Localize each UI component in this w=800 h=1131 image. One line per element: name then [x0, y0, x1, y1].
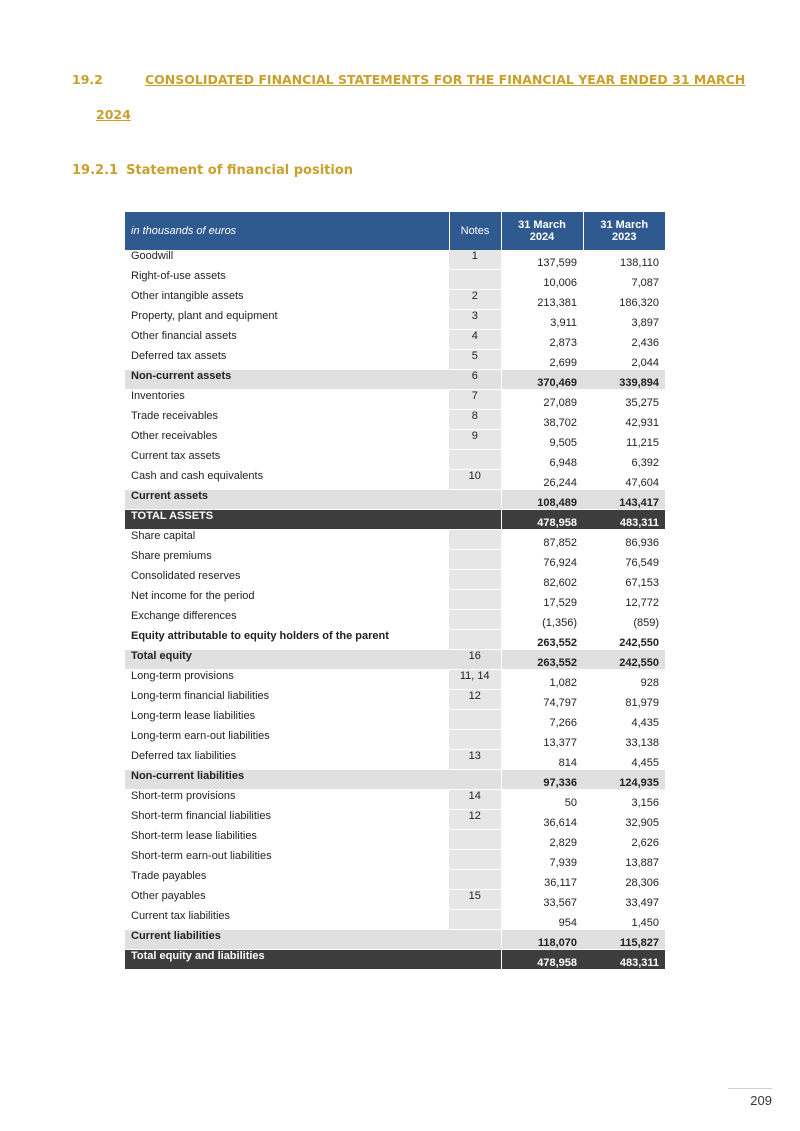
table-row	[125, 450, 665, 470]
row-label: Current assets	[125, 490, 449, 510]
row-notes	[449, 270, 501, 290]
row-value-2023: 186,320	[583, 290, 665, 310]
row-value-2023: 339,894	[583, 370, 665, 390]
row-value-2023: 4,455	[583, 750, 665, 770]
row-notes: 2	[449, 290, 501, 310]
row-notes: 1	[449, 250, 501, 270]
table-row	[125, 510, 665, 530]
row-value-2023: 11,215	[583, 430, 665, 450]
row-notes	[449, 490, 501, 510]
row-notes	[449, 950, 501, 970]
row-label: Long-term financial liabilities	[125, 690, 449, 710]
row-notes: 9	[449, 430, 501, 450]
table-row	[125, 590, 665, 610]
row-label: Exchange differences	[125, 610, 449, 630]
row-value-2023: 35,275	[583, 390, 665, 410]
row-notes	[449, 830, 501, 850]
row-label: Other receivables	[125, 430, 449, 450]
row-value-2024: 10,006	[501, 270, 583, 290]
table-row	[125, 710, 665, 730]
row-value-2024: 7,266	[501, 710, 583, 730]
row-value-2023: 2,044	[583, 350, 665, 370]
row-value-2023: 242,550	[583, 650, 665, 670]
row-notes	[449, 870, 501, 890]
row-notes: 14	[449, 790, 501, 810]
row-value-2023: 3,897	[583, 310, 665, 330]
row-label: Property, plant and equipment	[125, 310, 449, 330]
table-row	[125, 690, 665, 710]
table-row	[125, 870, 665, 890]
section-title: CONSOLIDATED FINANCIAL STATEMENTS FOR THE FINANCIAL YEAR ENDED 31 MARCH	[145, 72, 746, 87]
row-notes	[449, 590, 501, 610]
row-value-2023: 1,450	[583, 910, 665, 930]
row-value-2023: 4,435	[583, 710, 665, 730]
row-notes: 12	[449, 810, 501, 830]
row-value-2024: 36,614	[501, 810, 583, 830]
row-label: Net income for the period	[125, 590, 449, 610]
row-value-2023: 28,306	[583, 870, 665, 890]
table-row	[125, 330, 665, 350]
row-value-2024: 50	[501, 790, 583, 810]
row-value-2023: 32,905	[583, 810, 665, 830]
row-notes	[449, 510, 501, 530]
row-value-2024: 17,529	[501, 590, 583, 610]
row-notes	[449, 450, 501, 470]
row-value-2024: 263,552	[501, 650, 583, 670]
table-row	[125, 670, 665, 690]
row-label: Current tax assets	[125, 450, 449, 470]
table-row	[125, 370, 665, 390]
row-label: Long-term earn-out liabilities	[125, 730, 449, 750]
footer-divider	[728, 1088, 772, 1089]
row-value-2024: 3,911	[501, 310, 583, 330]
row-value-2024: 2,873	[501, 330, 583, 350]
row-value-2024: 478,958	[501, 510, 583, 530]
row-value-2024: 814	[501, 750, 583, 770]
row-value-2024: 9,505	[501, 430, 583, 450]
table-row	[125, 830, 665, 850]
row-label: Deferred tax liabilities	[125, 750, 449, 770]
column-header-2023: 31 March 2023	[583, 212, 665, 250]
row-notes: 6	[449, 370, 501, 390]
row-value-2023: 7,087	[583, 270, 665, 290]
table-row	[125, 350, 665, 370]
row-notes	[449, 730, 501, 750]
row-label: Right-of-use assets	[125, 270, 449, 290]
row-label: Other financial assets	[125, 330, 449, 350]
subsection-heading	[72, 163, 353, 178]
row-value-2023: 483,311	[583, 510, 665, 530]
row-label: Non-current liabilities	[125, 770, 449, 790]
row-value-2023: 928	[583, 670, 665, 690]
row-label: Trade payables	[125, 870, 449, 890]
row-value-2024: 13,377	[501, 730, 583, 750]
row-label: Long-term lease liabilities	[125, 710, 449, 730]
row-label: Short-term provisions	[125, 790, 449, 810]
row-value-2023: 33,497	[583, 890, 665, 910]
row-notes: 12	[449, 690, 501, 710]
table-header-row	[125, 212, 665, 250]
row-value-2023: 33,138	[583, 730, 665, 750]
table-body	[125, 250, 665, 970]
row-value-2024: 478,958	[501, 950, 583, 970]
table-row	[125, 310, 665, 330]
table-row	[125, 810, 665, 830]
section-number: 19.2	[72, 72, 103, 87]
row-notes: 4	[449, 330, 501, 350]
row-notes	[449, 610, 501, 630]
table-row	[125, 630, 665, 650]
row-notes: 10	[449, 470, 501, 490]
row-label: Short-term financial liabilities	[125, 810, 449, 830]
row-value-2023: 67,153	[583, 570, 665, 590]
section-title-continuation: 2024	[96, 107, 131, 122]
row-value-2024: 38,702	[501, 410, 583, 430]
page-number: 209	[750, 1093, 772, 1108]
table-row	[125, 470, 665, 490]
subsection-title: Statement of financial position	[126, 163, 354, 178]
row-value-2024: 2,699	[501, 350, 583, 370]
financial-position-table	[125, 212, 665, 970]
row-notes: 16	[449, 650, 501, 670]
row-value-2023: 86,936	[583, 530, 665, 550]
row-value-2023: 81,979	[583, 690, 665, 710]
row-value-2024: 82,602	[501, 570, 583, 590]
row-value-2024: 27,089	[501, 390, 583, 410]
row-notes: 15	[449, 890, 501, 910]
row-notes: 8	[449, 410, 501, 430]
row-value-2024: (1,356)	[501, 610, 583, 630]
row-label: Other intangible assets	[125, 290, 449, 310]
row-notes	[449, 570, 501, 590]
row-value-2024: 97,336	[501, 770, 583, 790]
table-header	[125, 212, 665, 250]
row-label: Short-term earn-out liabilities	[125, 850, 449, 870]
row-value-2024: 33,567	[501, 890, 583, 910]
row-value-2023: 47,604	[583, 470, 665, 490]
table-row	[125, 530, 665, 550]
row-value-2023: 76,549	[583, 550, 665, 570]
column-header-2024: 31 March 2024	[501, 212, 583, 250]
table-row	[125, 910, 665, 930]
row-label: Trade receivables	[125, 410, 449, 430]
row-value-2023: 3,156	[583, 790, 665, 810]
row-value-2024: 6,948	[501, 450, 583, 470]
row-label: Deferred tax assets	[125, 350, 449, 370]
row-value-2023: 2,436	[583, 330, 665, 350]
row-value-2023: 143,417	[583, 490, 665, 510]
row-value-2023: 115,827	[583, 930, 665, 950]
row-value-2024: 137,599	[501, 250, 583, 270]
row-value-2024: 1,082	[501, 670, 583, 690]
row-value-2023: 2,626	[583, 830, 665, 850]
row-label: Goodwill	[125, 250, 449, 270]
row-label: Current tax liabilities	[125, 910, 449, 930]
row-value-2024: 263,552	[501, 630, 583, 650]
table-row	[125, 570, 665, 590]
table-row	[125, 930, 665, 950]
row-notes	[449, 530, 501, 550]
table-row	[125, 770, 665, 790]
table-row	[125, 250, 665, 270]
row-value-2023: 124,935	[583, 770, 665, 790]
row-label: Total equity and liabilities	[125, 950, 449, 970]
row-label: TOTAL ASSETS	[125, 510, 449, 530]
table-row	[125, 430, 665, 450]
row-value-2023: 242,550	[583, 630, 665, 650]
column-header-notes: Notes	[449, 212, 501, 250]
row-notes: 7	[449, 390, 501, 410]
row-value-2023: 42,931	[583, 410, 665, 430]
row-label: Cash and cash equivalents	[125, 470, 449, 490]
row-value-2024: 74,797	[501, 690, 583, 710]
table-row	[125, 730, 665, 750]
row-notes	[449, 550, 501, 570]
row-label: Short-term lease liabilities	[125, 830, 449, 850]
row-notes	[449, 710, 501, 730]
row-value-2024: 2,829	[501, 830, 583, 850]
table-row	[125, 550, 665, 570]
subsection-number: 19.2.1	[72, 163, 119, 178]
row-value-2023: 13,887	[583, 850, 665, 870]
row-value-2024: 370,469	[501, 370, 583, 390]
row-value-2023: 12,772	[583, 590, 665, 610]
row-label: Inventories	[125, 390, 449, 410]
row-notes: 11, 14	[449, 670, 501, 690]
column-header-label: in thousands of euros	[125, 212, 449, 250]
table-row	[125, 270, 665, 290]
row-label: Non-current assets	[125, 370, 449, 390]
table-row	[125, 850, 665, 870]
row-label: Current liabilities	[125, 930, 449, 950]
section-heading	[72, 62, 762, 132]
table-row	[125, 750, 665, 770]
row-value-2024: 26,244	[501, 470, 583, 490]
table-row	[125, 290, 665, 310]
row-notes	[449, 910, 501, 930]
row-label: Equity attributable to equity holders of the parent	[125, 630, 449, 650]
table-row	[125, 610, 665, 630]
row-value-2023: 6,392	[583, 450, 665, 470]
row-label: Share capital	[125, 530, 449, 550]
row-value-2023: 483,311	[583, 950, 665, 970]
row-notes	[449, 850, 501, 870]
row-value-2024: 954	[501, 910, 583, 930]
table-row	[125, 650, 665, 670]
row-value-2024: 36,117	[501, 870, 583, 890]
row-notes: 13	[449, 750, 501, 770]
row-label: Consolidated reserves	[125, 570, 449, 590]
row-notes	[449, 770, 501, 790]
table-row	[125, 790, 665, 810]
row-notes	[449, 630, 501, 650]
table-row	[125, 410, 665, 430]
table-row	[125, 950, 665, 970]
row-value-2024: 213,381	[501, 290, 583, 310]
row-label: Share premiums	[125, 550, 449, 570]
row-value-2024: 7,939	[501, 850, 583, 870]
row-label: Long-term provisions	[125, 670, 449, 690]
row-value-2023: 138,110	[583, 250, 665, 270]
row-label: Other payables	[125, 890, 449, 910]
row-value-2024: 118,070	[501, 930, 583, 950]
table-row	[125, 390, 665, 410]
row-notes: 3	[449, 310, 501, 330]
row-value-2024: 87,852	[501, 530, 583, 550]
row-notes	[449, 930, 501, 950]
table-row	[125, 890, 665, 910]
row-label: Total equity	[125, 650, 449, 670]
row-value-2023: (859)	[583, 610, 665, 630]
row-notes: 5	[449, 350, 501, 370]
row-value-2024: 76,924	[501, 550, 583, 570]
table-row	[125, 490, 665, 510]
row-value-2024: 108,489	[501, 490, 583, 510]
